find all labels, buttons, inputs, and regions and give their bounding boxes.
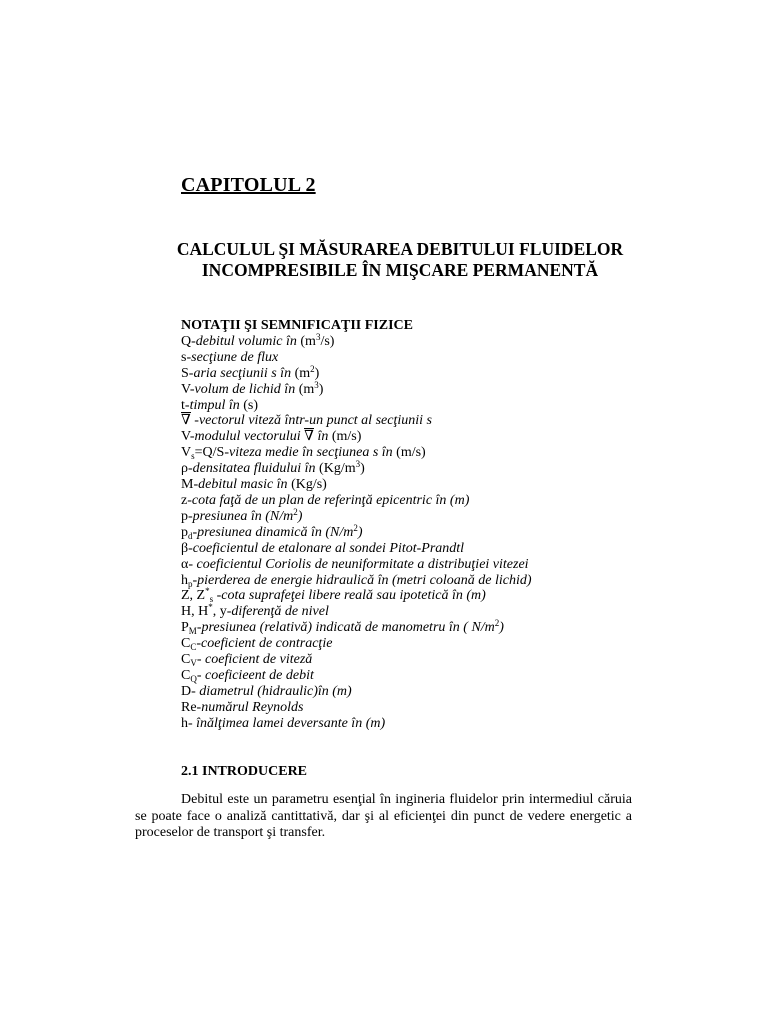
notation-symbol-tail: - [213,588,222,604]
notation-item [181,604,532,620]
notation-item [181,557,532,573]
notation-symbol: z- [181,492,192,508]
notation-item [181,588,532,604]
notation-unit: (m/s) [392,445,426,461]
notation-item [181,350,532,366]
notation-unit: (Kg/m [315,461,356,477]
notation-unit: (Kg/s) [287,477,327,493]
notation-superscript: 2 [293,506,298,517]
notation-unit-tail: /s) [320,333,335,349]
notation-subscript: s [191,451,195,462]
notation-subscript: d [188,530,193,541]
notation-unit-tail: ) [318,381,324,397]
notation-superscript: * [208,602,213,613]
notation-superscript: 2 [494,618,500,629]
notation-description: cota faţă de un plan de referinţă epicentric în (m) [191,492,470,508]
notation-subscript: C [190,642,197,653]
notation-symbol: t- [181,397,190,413]
notation-description: presiunea (relativă) indicată de manometru în ( N/m [201,620,495,636]
notation-item [181,477,532,493]
notation-unit: (s) [239,397,259,413]
notation-item [181,522,532,541]
notation-symbol: β- [181,540,193,556]
notation-description: timpul în [189,397,240,413]
notation-subscript: V [190,658,197,669]
notation-description: secţiune de flux [191,349,279,365]
notation-item [181,573,532,589]
intro-paragraph: Debitul este un parametru esenţial în ingineria fluidelor prin intermediul căruia se poate face o analiză cantittativă, dar şi al eficienţei din punct de vedere energetic a proceselor de transport şi transfer. [135,792,632,841]
notation-superscript: 3 [315,331,321,342]
notation-description: diferenţă de nivel [231,604,329,620]
notation-superscript: 2 [310,363,315,374]
notation-description: în [313,429,329,445]
notations-header: NOTAŢII ŞI SEMNIFICAŢII FIZICE [181,318,413,333]
notation-symbol: C [181,667,191,683]
notation-item [181,413,532,429]
notation-item [181,620,532,636]
notation-item [181,700,532,716]
notation-symbol: V- [181,381,195,397]
notation-symbol: M- [181,477,199,493]
notation-unit: (m [296,333,316,349]
notation-superscript: 2 [353,522,358,533]
notation-subscript: M [188,626,197,637]
chapter-title-line-2: INCOMPRESIBILE ÎN MIŞCARE PERMANENTĂ [201,260,599,280]
notation-symbol-tail: =Q/S- [194,445,229,461]
notation-item [181,684,532,700]
notation-item [181,636,532,652]
notation-description: coeficient de viteză [205,652,313,668]
notation-symbol-tail: - [196,652,206,668]
notation-unit: (m/s) [328,429,362,445]
notation-description: coeficieent de debit [205,667,314,683]
notation-item [181,716,532,732]
notation-symbol-tail: - [196,636,202,652]
notation-description: densitatea fluidului în [192,461,316,477]
notation-symbol: s- [181,349,192,365]
notation-unit-tail: ) [499,620,504,636]
notation-symbol: V- [181,429,195,445]
notation-description: debitul masic în [198,477,288,493]
notation-superscript: 3 [314,379,319,390]
notation-symbol: ρ- [181,461,193,477]
notation-symbol-tail: - [192,572,198,588]
notation-symbol: p [181,524,188,540]
notation-symbol-tail: - [196,667,206,683]
notation-item [181,363,532,382]
notation-unit-tail: ) [314,365,320,381]
notation-symbol: Q- [181,333,196,349]
notation-superscript: * [205,586,210,597]
notation-item [181,398,532,414]
notation-symbol: P [181,620,189,636]
notation-item [181,461,532,477]
notation-description: debitul volumic în [195,333,297,349]
notation-item [181,429,532,445]
notation-rows [181,331,532,732]
notation-symbol: D- [181,683,200,699]
notation-unit: (m [291,365,311,381]
notation-description: presiunea în (N/m [192,508,294,524]
notation-description: coeficientul de etalonare al sondei Pitot-Prandtl [192,540,465,556]
notation-unit-tail: ) [360,461,365,477]
chapter-heading: CAPITOLUL 2 [181,174,316,196]
notation-symbol: V [181,445,192,461]
notation-description: presiunea dinamică în (N/m [197,524,354,540]
notation-item [181,652,532,668]
notation-unit-tail: ) [297,508,303,524]
notation-description: -vectorul viteză într-un punct al secţiunii s [190,413,432,429]
notation-description: viteza medie în secţiunea s în [228,445,393,461]
notation-symbol: H, H [181,604,209,620]
nabla-symbol: ∇ [181,413,191,429]
notation-symbol: Re- [181,699,202,715]
notation-subscript: Q [190,673,197,684]
notation-symbol: p- [181,508,193,524]
notations-list [181,318,532,732]
notation-symbol: h- [181,715,197,731]
notation-item [181,379,532,398]
notation-symbol-tail: - [192,524,198,540]
notation-description: coeficient de contracţie [201,636,333,652]
notation-item [181,668,532,684]
notation-description: volum de lichid în [194,381,296,397]
notation-symbol-tail: - [196,620,202,636]
notation-subscript: s [209,594,214,605]
notation-symbol: Z, Z [181,588,206,604]
notation-superscript: 3 [355,459,361,470]
section-heading: 2.1 INTRODUCERE [181,764,308,779]
notation-description: pierderea de energie hidraulică în (metri coloană de lichid) [197,572,532,588]
notation-symbol: α- [181,556,197,572]
notation-symbol: S- [181,365,194,381]
chapter-title [120,239,680,281]
notation-symbol-tail: , y- [212,604,232,620]
notation-unit: (m [295,381,315,397]
notation-symbol: C [181,636,191,652]
notation-description: modulul vectorului [194,429,301,445]
notation-symbol: h [181,572,188,588]
notation-description: înălţimea lamei deversante în (m) [196,715,386,731]
nabla-symbol: ∇ [304,429,314,445]
notation-item [181,493,532,509]
notation-symbol: C [181,652,191,668]
notation-item [181,331,532,350]
notation-subscript: p [188,578,193,589]
notation-description: cota suprafeţei libere reală sau ipotetică în (m) [221,588,486,604]
notation-description: numărul Reynolds [201,699,304,715]
notation-description: diametrul (hidraulic)în (m) [199,683,352,699]
chapter-title-line-1: CALCULUL ŞI MĂSURAREA DEBITULUI FLUIDELOR [176,239,624,259]
notation-unit-tail: ) [357,524,363,540]
notation-description: coeficientul Coriolis de neuniformitate a distribuţiei vitezei [196,556,529,572]
notation-description: aria secţiunii s în [193,365,292,381]
notation-item [181,541,532,557]
